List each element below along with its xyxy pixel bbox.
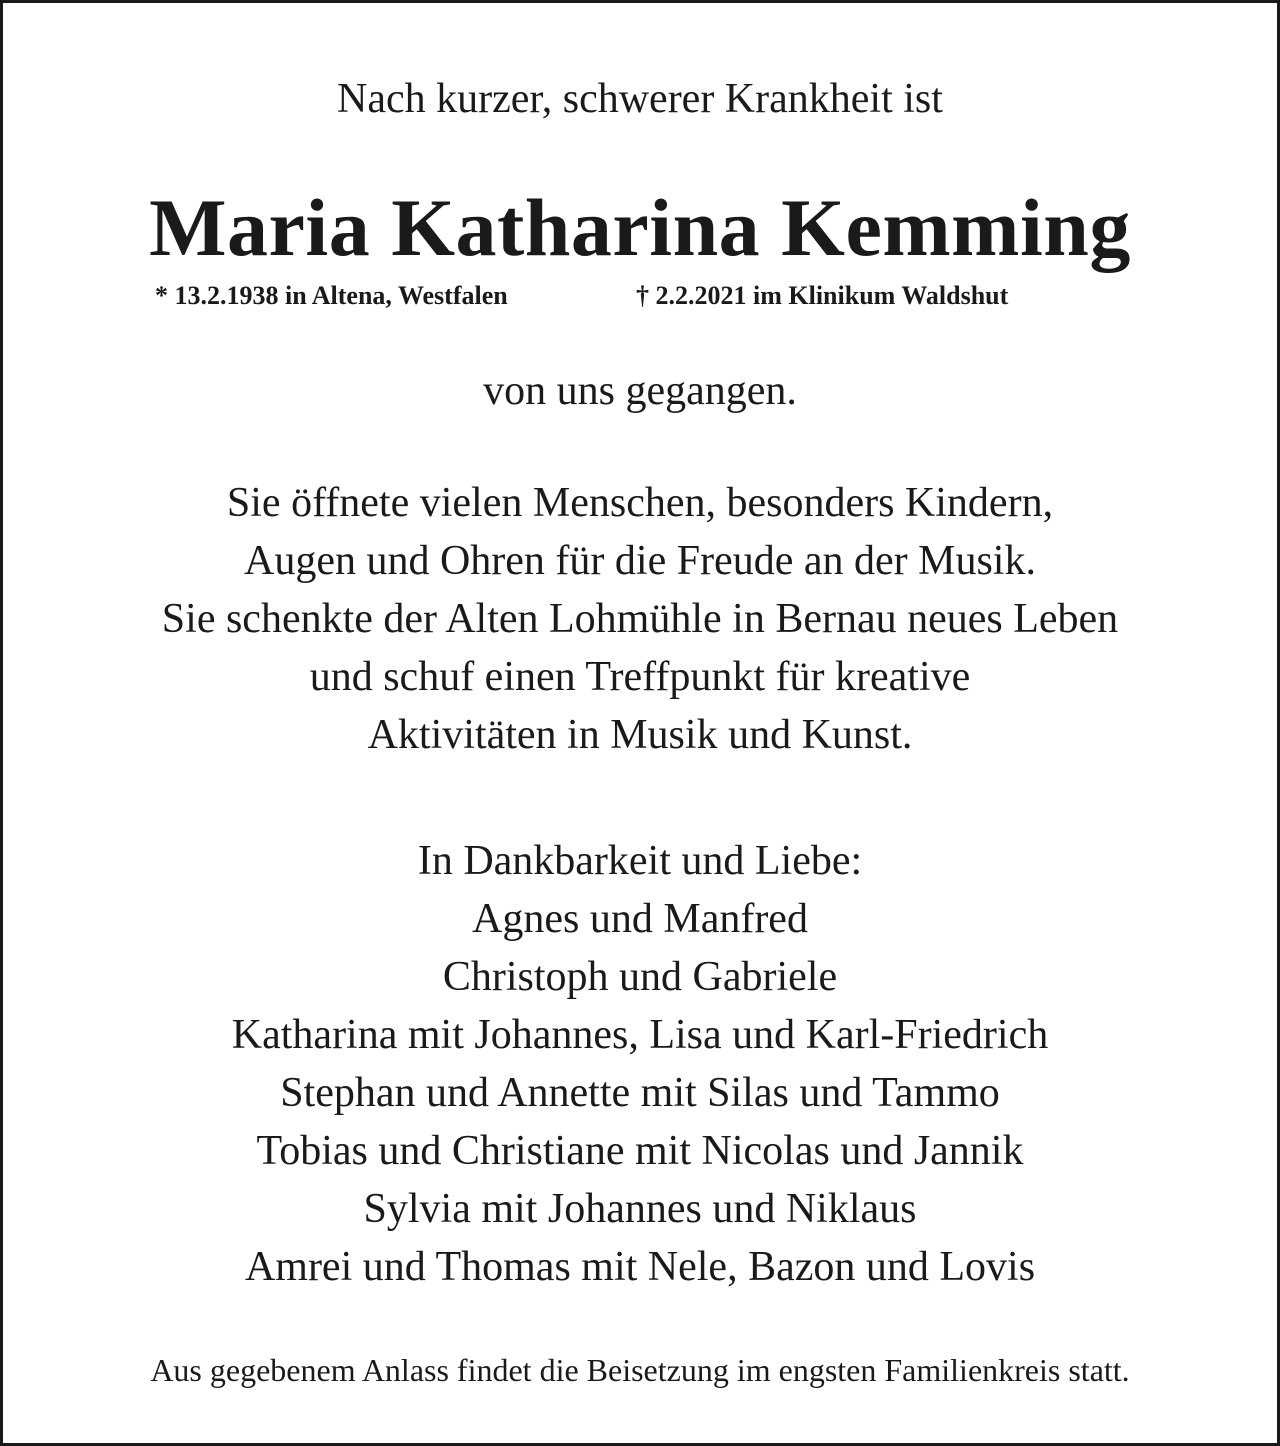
- mourner-line: Katharina mit Johannes, Lisa und Karl-Friedrich: [231, 1012, 1049, 1058]
- life-dates: [0, 278, 1280, 314]
- tribute-line: Aktivitäten in Musik und Kunst.: [367, 712, 913, 758]
- mourners-heading: In Dankbarkeit und Liebe:: [417, 838, 863, 884]
- birth-date: * 13.2.1938 in Altena, Westfalen: [155, 281, 508, 310]
- mourner-line: Amrei und Thomas mit Nele, Bazon und Lovis: [244, 1244, 1036, 1290]
- mourner-line: Agnes und Manfred: [472, 896, 808, 942]
- mourner-line: Tobias und Christiane mit Nicolas und Jannik: [256, 1128, 1024, 1174]
- tribute-line: Augen und Ohren für die Freude an der Musik.: [244, 538, 1036, 584]
- closing-note: Aus gegebenem Anlass findet die Beisetzung im engsten Familienkreis statt.: [150, 1352, 1130, 1388]
- mourner-line: Christoph und Gabriele: [442, 954, 838, 1000]
- mourner-line: Sylvia mit Johannes und Niklaus: [363, 1186, 917, 1232]
- tribute-line: Sie schenkte der Alten Lohmühle in Bernau neues Leben: [161, 596, 1119, 642]
- death-date: † 2.2.2021 im Klinikum Waldshut: [636, 281, 1009, 310]
- tribute-line: und schuf einen Treffpunkt für kreative: [309, 654, 971, 700]
- mourner-line: Stephan und Annette mit Silas und Tammo: [280, 1070, 1000, 1116]
- intro-text: Nach kurzer, schwerer Krankheit ist: [337, 76, 943, 122]
- tribute-line: Sie öffnete vielen Menschen, besonders Kindern,: [226, 480, 1054, 526]
- deceased-name: Maria Katharina Kemming: [149, 182, 1131, 273]
- passed-text: von uns gegangen.: [483, 368, 797, 414]
